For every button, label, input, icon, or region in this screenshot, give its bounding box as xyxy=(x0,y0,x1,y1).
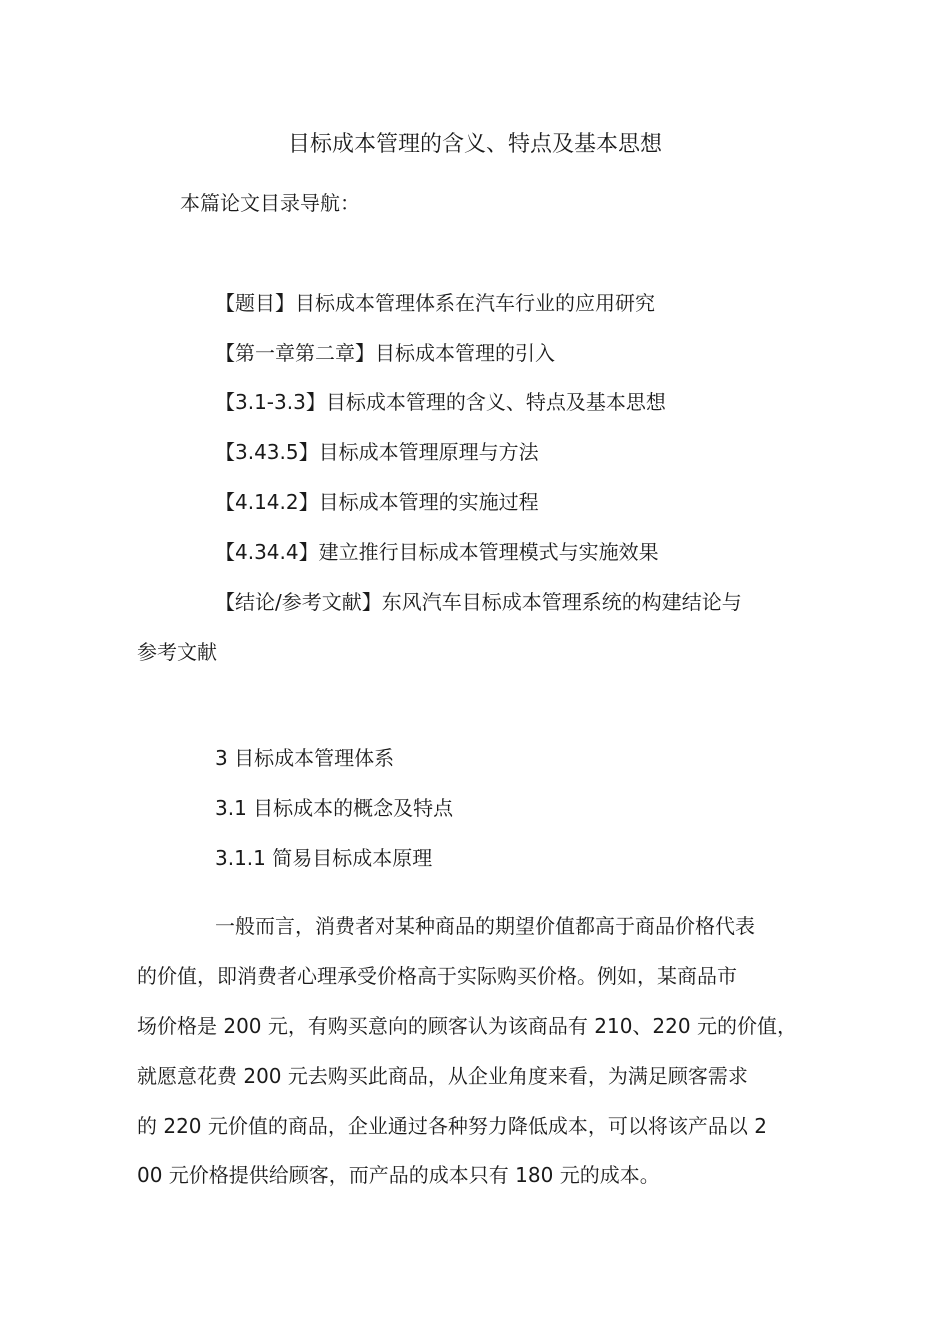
toc-item: 【第一章第二章】目标成本管理的引入 xyxy=(215,341,555,365)
section-heading: 3.1 目标成本的概念及特点 xyxy=(215,796,454,820)
paragraph-line: 00 元价格提供给顾客，而产品的成本只有 180 元的成本。 xyxy=(137,1163,660,1187)
paragraph-line: 的 220 元价值的商品，企业通过各种努力降低成本，可以将该产品以 2 xyxy=(137,1114,767,1138)
section-heading: 3.1.1 简易目标成本原理 xyxy=(215,846,433,870)
toc-item-continuation: 参考文献 xyxy=(137,640,217,664)
toc-item: 【4.34.4】建立推行目标成本管理模式与实施效果 xyxy=(215,540,659,564)
paragraph-line: 就愿意花费 200 元去购买此商品，从企业角度来看，为满足顾客需求 xyxy=(137,1064,748,1088)
toc-item: 【题目】目标成本管理体系在汽车行业的应用研究 xyxy=(215,291,655,315)
paragraph-line: 的价值，即消费者心理承受价格高于实际购买价格。例如，某商品市 xyxy=(137,964,737,988)
toc-item: 【3.43.5】目标成本管理原理与方法 xyxy=(215,440,539,464)
toc-item: 【4.14.2】目标成本管理的实施过程 xyxy=(215,490,539,514)
paragraph-line: 场价格是 200 元，有购买意向的顾客认为该商品有 210、220 元的价值， xyxy=(137,1014,797,1038)
toc-nav-label: 本篇论文目录导航： xyxy=(180,191,360,215)
page-title: 目标成本管理的含义、特点及基本思想 xyxy=(287,132,662,157)
toc-item: 【结论/参考文献】东风汽车目标成本管理系统的构建结论与 xyxy=(215,590,742,614)
toc-item: 【3.1-3.3】目标成本管理的含义、特点及基本思想 xyxy=(215,390,666,414)
section-heading: 3 目标成本管理体系 xyxy=(215,746,395,770)
paragraph-line: 一般而言，消费者对某种商品的期望价值都高于商品价格代表 xyxy=(215,914,755,938)
